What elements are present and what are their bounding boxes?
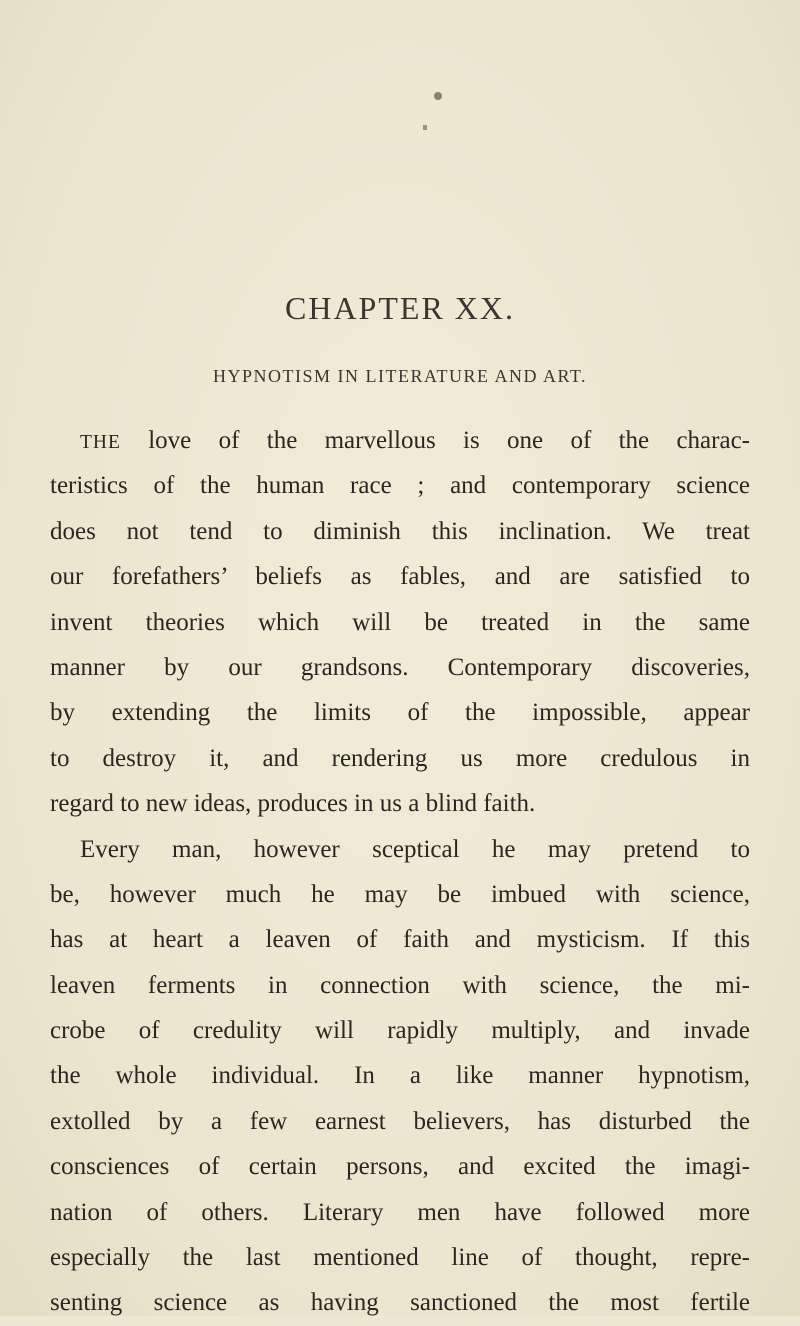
text-line: Every man, however sceptical he may pretend to (80, 835, 750, 863)
text-line: consciences of certain persons, and excited the imagi- (50, 1153, 750, 1181)
text-line: invent theories which will be treated in the same (50, 608, 750, 636)
text-line: teristics of the human race ; and contemporary science (50, 472, 750, 500)
text-line: crobe of credulity will rapidly multiply, and invade (50, 1017, 750, 1045)
text-line: by extending the limits of the impossible, appear (50, 699, 750, 727)
first-word: THE (80, 432, 121, 453)
text-line: the whole individual. In a like manner hypnotism, (50, 1062, 750, 1090)
text-line: has at heart a leaven of faith and mysticism. If this (50, 926, 750, 954)
text-line: manner by our grandsons. Contemporary discoveries, (50, 653, 750, 681)
text-line: senting science as having sanctioned the most fertile (50, 1289, 750, 1317)
text-line: to destroy it, and rendering us more credulous in (50, 744, 750, 772)
first-line-rest: love of the marvellous is one of the charac- (120, 427, 750, 454)
text-line: extolled by a few earnest believers, has disturbed the (50, 1107, 750, 1135)
text-line: especially the last mentioned line of thought, repre- (50, 1244, 750, 1272)
body-text (50, 418, 750, 1326)
text-line: regard to new ideas, produces in us a blind faith. (50, 790, 536, 818)
text-line: nation of others. Literary men have followed more (50, 1198, 750, 1226)
ink-speck (423, 125, 427, 130)
text-line: be, however much he may be imbued with science, (50, 880, 750, 908)
ink-speck (434, 92, 442, 100)
section-title: HYPNOTISM IN LITERATURE AND ART. (212, 366, 588, 386)
text-line: leaven ferments in connection with science, the mi- (50, 971, 750, 999)
chapter-title: CHAPTER XX. (284, 290, 515, 326)
text-line: our forefathers’ beliefs as fables, and are satisfied to (50, 563, 750, 591)
text-line (50, 418, 750, 463)
text-line: does not tend to diminish this inclination. We treat (50, 517, 750, 545)
